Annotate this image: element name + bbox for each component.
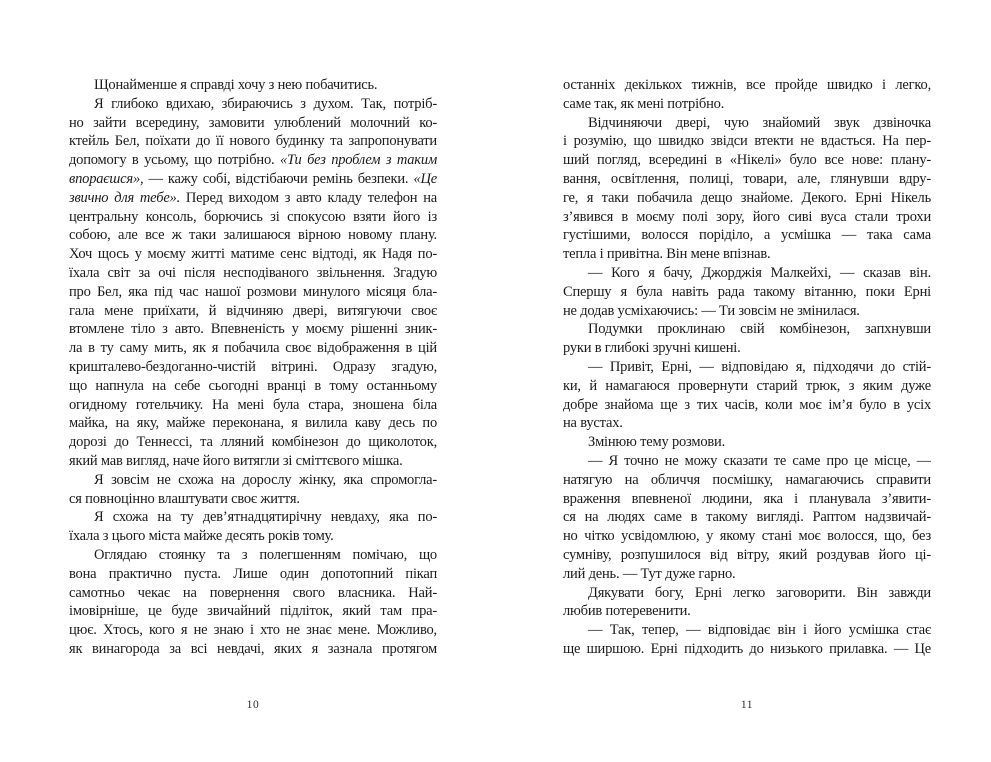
right-page-text-column xyxy=(563,76,931,659)
text-line: з’явився в моєму полі зору, його сиві вуса стали трохи xyxy=(563,208,931,225)
text-line: лий день. — Тут дуже гарно. xyxy=(563,565,736,582)
text-line: їхала з цього міста майже десять років тому. xyxy=(69,528,334,545)
text-line: Спершу я була навіть рада такому вітанню, поки Ерні xyxy=(563,283,931,300)
text-line: натягую на обличчя посмішку, намагаючись справити xyxy=(563,471,931,488)
text-line: вона практично пуста. Лише один допотопний пікап xyxy=(69,565,437,582)
text-line: на вустах. xyxy=(563,415,623,432)
text-line: гала мене приїхати, й відчиняю двері, витягуючи своє xyxy=(69,302,437,319)
text-line: — Я точно не можу сказати те саме про це місце, — xyxy=(588,452,931,469)
text-line: густішими, волосся поріділо, а усмішка — така сама xyxy=(563,227,931,244)
text-line: втомлене тіло з авто. Впевненість у моєму рішенні зник- xyxy=(69,321,437,338)
text-line: собою, але все ж таки залишаюся вірною новому плану. xyxy=(69,227,437,244)
text-line: самотньо чекає на повернення свого власника. Най- xyxy=(69,584,437,601)
text-line: не додав усміхаючись: — Ти зовсім не змінилася. xyxy=(563,302,860,319)
text-line: про Бел, яка під час нашої розмови минулого місяця бла- xyxy=(69,283,437,300)
text-line: і розумію, що швидко звідси втекти не вдасться. На пер- xyxy=(563,133,931,150)
text-line: Оглядаю стоянку та з полегшенням помічаю, що xyxy=(94,546,437,563)
text-line: — Так, тепер, — відповідає він і його усмішка стає xyxy=(588,622,931,639)
text-line: їхала світ за очі після несподіваного звільнення. Згадую xyxy=(69,264,437,281)
text-line: Відчиняючи двері, чую знайомий звук дзвіночка xyxy=(588,114,931,131)
text-line: Щонайменше я справді хочу з нею побачитись. xyxy=(94,77,378,93)
text-line: останніх декількох тижнів, все пройде швидко і легко, xyxy=(563,77,931,93)
text-line: ла в ту саму мить, як я побачила своє відображення в цій xyxy=(69,340,437,357)
text-line: центральну консоль, борючись зі спокусою взяти його із xyxy=(69,208,437,225)
text-line: дорозі до Теннессі, та лляний комбінезон до щиколоток, xyxy=(69,434,437,451)
left-page-text-column xyxy=(69,76,437,659)
text-line: ктейль Бел, поїхати до її нового будинку та запропонувати xyxy=(69,133,437,150)
page-number-left: 10 xyxy=(246,699,260,711)
text-line: тепла і привітна. Він мене впізнав. xyxy=(563,246,771,263)
text-line: вання, освітлення, полиці, товари, але, глянувши вдру- xyxy=(563,170,931,187)
text-line: Дякувати богу, Ерні легко заговорити. Він завжди xyxy=(588,584,931,601)
text-line: звично для тебе». Перед виходом з авто кладу телефон на xyxy=(69,189,437,206)
text-line: сумніву, розпушилося від вітру, який роздував його ці- xyxy=(563,546,931,563)
text-line: Подумки проклинаю свій комбінезон, запхнувши xyxy=(588,321,931,338)
text-line: Я схожа на ту дев’ятнадцятирічну невдаху, яка по- xyxy=(94,509,437,526)
text-line: ще ширшою. Ерні підходить до низького прилавка. — Це xyxy=(563,640,931,657)
text-line: руки в глибокі зручні кишені. xyxy=(563,340,741,357)
text-line: ге, я таки побачила дещо знайоме. Декого. Ерні Нікель xyxy=(563,189,931,206)
text-line: огидному готельчику. На мені була стара, зношена біла xyxy=(69,396,437,413)
text-line: любив потеревенити. xyxy=(563,603,691,620)
text-line: враження впевненої людини, яка і планувала з’явити- xyxy=(563,490,931,507)
page-number-right: 11 xyxy=(740,699,754,711)
text-line: цює. Хтось, кого я не знаю і хто не знає мене. Можливо, xyxy=(69,622,437,639)
text-line: майка, на яку, майже переконана, я вилила каву десь по xyxy=(69,415,437,432)
text-line: Я зовсім не схожа на дорослу жінку, яка спромогла- xyxy=(94,471,437,488)
text-line: впораєшся», — кажу собі, відстібаючи ремінь безпеки. «Це xyxy=(69,170,437,187)
text-line: Змінюю тему розмови. xyxy=(588,434,726,451)
text-line: ший погляд, всередині в «Нікелі» було все нове: плану- xyxy=(563,152,931,169)
text-line: який мав вигляд, наче його витягли зі сміттєвого мішка. xyxy=(69,452,403,469)
text-line: — Кого я бачу, Джорджія Малкейхі, — сказав він. xyxy=(588,264,931,281)
text-line: як винагорода за всі невдачі, яких я зазнала протягом xyxy=(69,640,437,657)
text-line: — Привіт, Ерні, — відповідаю я, підходячи до стій- xyxy=(588,358,931,375)
text-line: ся на людях саме в такому вигляді. Раптом надзвичай- xyxy=(563,509,931,526)
text-line: кришталево-бездоганно-чистій вітрині. Одразу згадую, xyxy=(69,358,437,375)
text-line: імовірніше, це буде звичайний підліток, який там пра- xyxy=(69,603,437,620)
text-line: но чітко усвідомлюю, у якому стані моє волосся, що, без xyxy=(563,528,931,545)
text-line: ки, й намагаюся провернути старий трюк, з яким дуже xyxy=(563,377,931,394)
text-line: ся повноцінно влаштувати своє життя. xyxy=(69,490,300,507)
text-line: допомогу в усьому, що потрібно. «Ти без проблем з таким xyxy=(69,152,437,169)
text-line: саме так, як мені потрібно. xyxy=(563,95,725,112)
text-line: Я глибоко вдихаю, збираючись з духом. Так, потріб- xyxy=(94,95,437,112)
text-line: добре знайома ще з тих часів, коли моє ім’я було в усіх xyxy=(563,396,931,413)
text-line: но зайти всередину, замовити улюблений молочний ко- xyxy=(69,114,437,131)
text-line: що напнула на себе сьогодні вранці в тому останньому xyxy=(69,377,437,394)
text-line: Хоч щось у моєму житті матиме сенс відтоді, як Надя по- xyxy=(69,246,437,263)
